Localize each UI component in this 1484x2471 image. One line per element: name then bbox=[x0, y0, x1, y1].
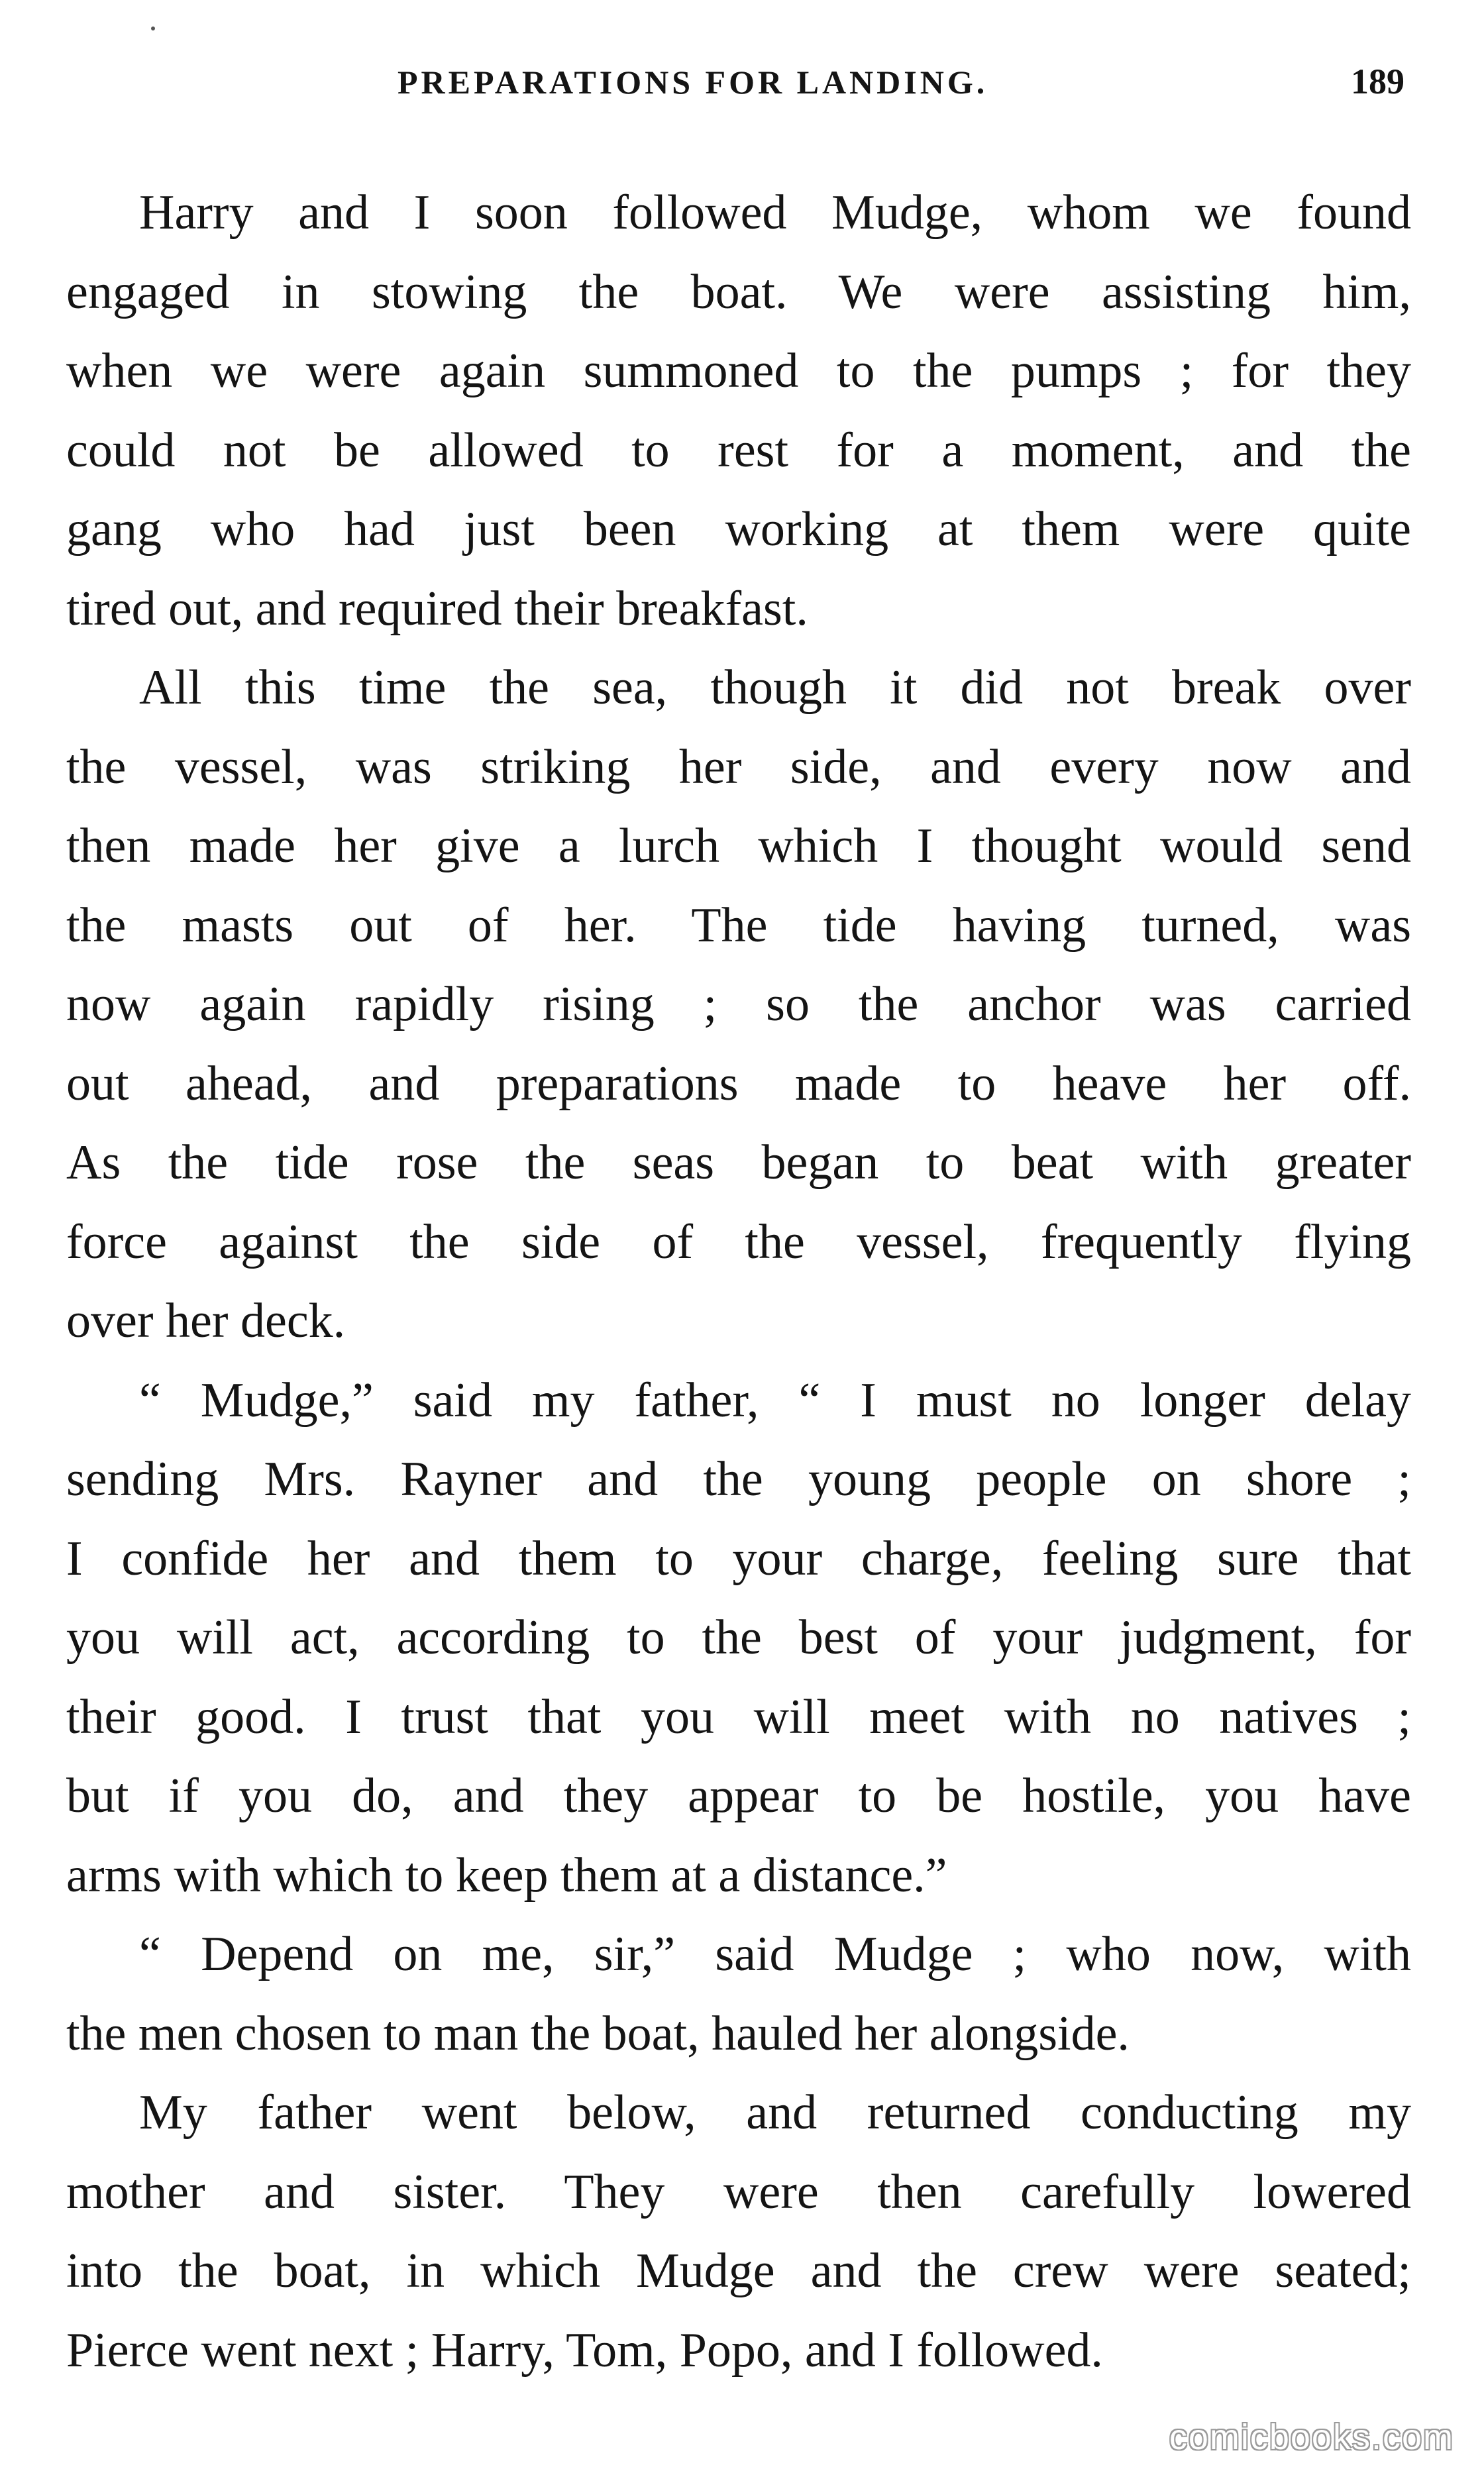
watermark: comicbooks.com bbox=[1169, 2417, 1454, 2457]
text-line: when we were again summoned to the pumps ; for they bbox=[66, 344, 1411, 398]
text-line: the masts out of her. The tide having turned, was bbox=[66, 898, 1411, 953]
text-line: the men chosen to man the boat, hauled her alongside. bbox=[66, 2006, 1130, 2061]
text-line: Pierce went next ; Harry, Tom, Popo, and I followed. bbox=[66, 2323, 1103, 2378]
text-line: then made her give a lurch which I thought would send bbox=[66, 819, 1411, 873]
text-line: their good. I trust that you will meet with no natives ; bbox=[66, 1689, 1411, 1744]
text-line: but if you do, and they appear to be hostile, you have bbox=[66, 1769, 1411, 1823]
text-line: out ahead, and preparations made to heave her off. bbox=[66, 1056, 1411, 1111]
page-number: 189 bbox=[1351, 62, 1404, 101]
text-line: force against the side of the vessel, frequently flying bbox=[66, 1214, 1411, 1269]
text-line: tired out, and required their breakfast. bbox=[66, 581, 808, 636]
body-text bbox=[66, 174, 1411, 2390]
text-line: I confide her and them to your charge, feeling sure that bbox=[66, 1531, 1411, 1586]
text-line: sending Mrs. Rayner and the young people on shore ; bbox=[66, 1452, 1411, 1506]
text-line: engaged in stowing the boat. We were assisting him, bbox=[66, 264, 1411, 319]
text-line: the vessel, was striking her side, and every now and bbox=[66, 739, 1411, 794]
text-line: My father went below, and returned conducting my bbox=[139, 2085, 1411, 2140]
text-line: over her deck. bbox=[66, 1294, 346, 1348]
running-header bbox=[398, 61, 1404, 114]
text-line: you will act, according to the best of your judgment, for bbox=[66, 1610, 1411, 1665]
text-line: Harry and I soon followed Mudge, whom we found bbox=[139, 185, 1411, 240]
ink-speck bbox=[151, 26, 155, 30]
text-line: gang who had just been working at them were quite bbox=[66, 502, 1411, 556]
text-line: arms with which to keep them at a distance.” bbox=[66, 1848, 947, 1903]
text-line: into the boat, in which Mudge and the crew were seated; bbox=[66, 2244, 1411, 2298]
text-line: “ Mudge,” said my father, “ I must no longer delay bbox=[139, 1373, 1411, 1428]
text-line: mother and sister. They were then carefully lowered bbox=[66, 2164, 1411, 2219]
text-line: could not be allowed to rest for a moment, and the bbox=[66, 423, 1411, 478]
running-title: PREPARATIONS FOR LANDING. bbox=[398, 64, 988, 101]
text-line: “ Depend on me, sir,” said Mudge ; who now, with bbox=[139, 1927, 1411, 1981]
text-line: now again rapidly rising ; so the anchor was carried bbox=[66, 977, 1411, 1031]
text-line: As the tide rose the seas began to beat with greater bbox=[66, 1135, 1411, 1190]
text-line: All this time the sea, though it did not break over bbox=[139, 660, 1411, 715]
